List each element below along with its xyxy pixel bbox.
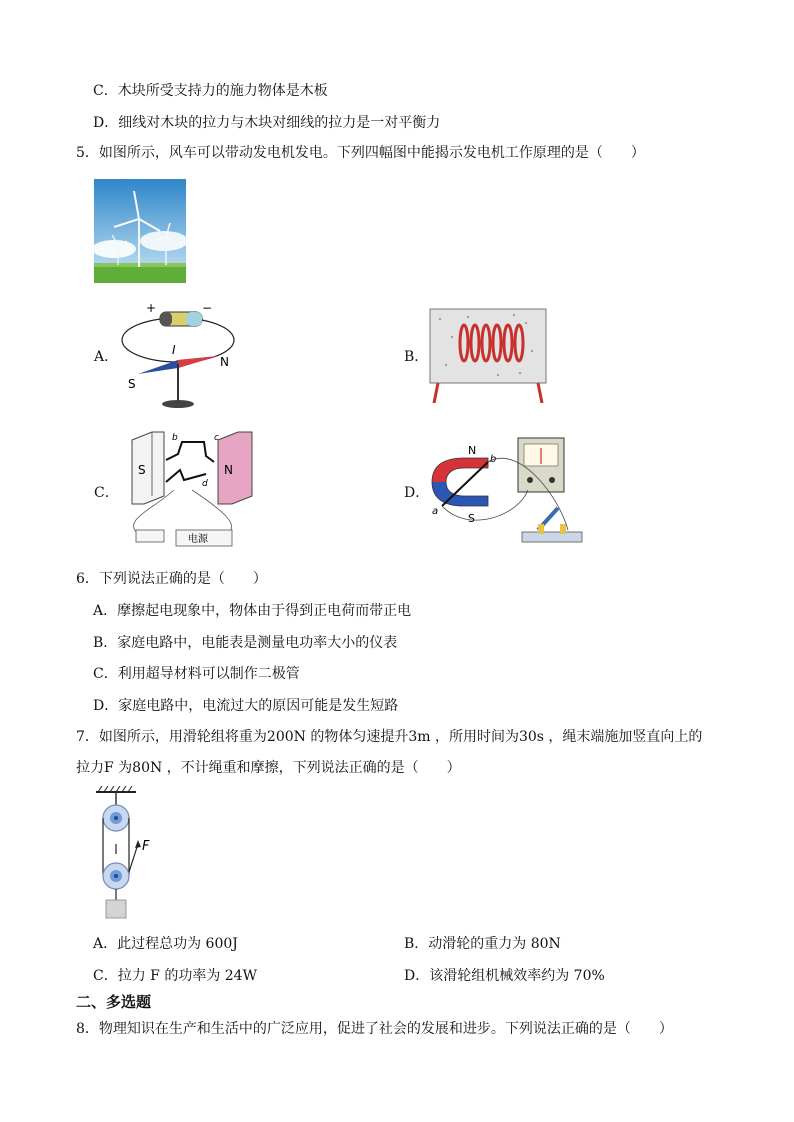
q6-stem: 6．下列说法正确的是（ ）: [76, 571, 267, 587]
q7-option-b: B．动滑轮的重力为 80N: [404, 936, 561, 952]
q7-stem-line1: 7．如图所示，用滑轮组将重为200N 的物体匀速提升3m ，所用时间为30s ，绳末端施加竖直向上的: [76, 729, 703, 745]
conductor-end-a: a: [432, 506, 439, 517]
q6-option-a: A．摩擦起电现象中，物体由于得到正电荷而带正电: [93, 603, 412, 619]
motor-experiment-figure: [122, 430, 254, 552]
coil-point-c: c: [214, 433, 219, 443]
q4-option-d: D．细线对木块的拉力与木块对细线的拉力是一对平衡力: [93, 115, 441, 131]
solenoid-iron-filings-figure: [428, 307, 548, 405]
q4-option-c: C．木块所受支持力的施力物体是木板: [93, 83, 328, 99]
power-source-label: 电源: [188, 534, 208, 545]
magnet-north-label: N: [224, 463, 233, 477]
q6-option-d: D．家庭电路中，电流过大的原因可能是发生短路: [93, 698, 399, 714]
horseshoe-north-label: N: [468, 444, 477, 457]
q8-stem: 8．物理知识在生产和生活中的广泛应用，促进了社会的发展和进步。下列说法正确的是（ ）: [76, 1021, 673, 1037]
coil-point-b: b: [172, 433, 178, 443]
oersted-experiment-figure: [116, 296, 236, 414]
north-pole-label: N: [220, 355, 229, 369]
battery-minus-label: −: [202, 301, 213, 315]
battery-plus-label: +: [146, 301, 157, 315]
q7-option-c: C．拉力 F 的功率为 24W: [93, 968, 257, 984]
south-pole-label: S: [128, 377, 136, 391]
q5-stem: 5．如图所示，风车可以带动发电机发电。下列四幅图中能揭示发电机工作原理的是（ ）: [76, 145, 645, 161]
q7-option-a: A．此过程总功为 600J: [93, 936, 238, 952]
q5-option-b-label: B．: [404, 349, 429, 365]
current-label: I: [172, 343, 176, 357]
q5-option-a-label: A．: [94, 349, 119, 365]
windmill-photo: [94, 179, 186, 283]
force-f-label: F: [142, 839, 150, 854]
coil-point-d: d: [202, 479, 208, 489]
q7-stem-line2: 拉力F 为80N ，不计绳重和摩擦，下列说法正确的是（ ）: [76, 760, 461, 776]
q6-option-c: C．利用超导材料可以制作二极管: [93, 666, 300, 682]
q5-option-c-label: C．: [94, 485, 119, 501]
q7-option-d: D．该滑轮组机械效率约为 70%: [404, 968, 605, 984]
section-heading-multiple-choice: 二、多选题: [76, 993, 152, 1011]
magnet-south-label: S: [138, 463, 146, 477]
conductor-end-b: b: [490, 454, 497, 465]
horseshoe-south-label: S: [468, 512, 475, 525]
pulley-system-figure: [92, 786, 168, 920]
q5-option-d-label: D．: [404, 485, 430, 501]
q6-option-b: B．家庭电路中，电能表是测量电功率大小的仪表: [93, 635, 398, 651]
electromagnetic-induction-figure: [428, 434, 588, 552]
